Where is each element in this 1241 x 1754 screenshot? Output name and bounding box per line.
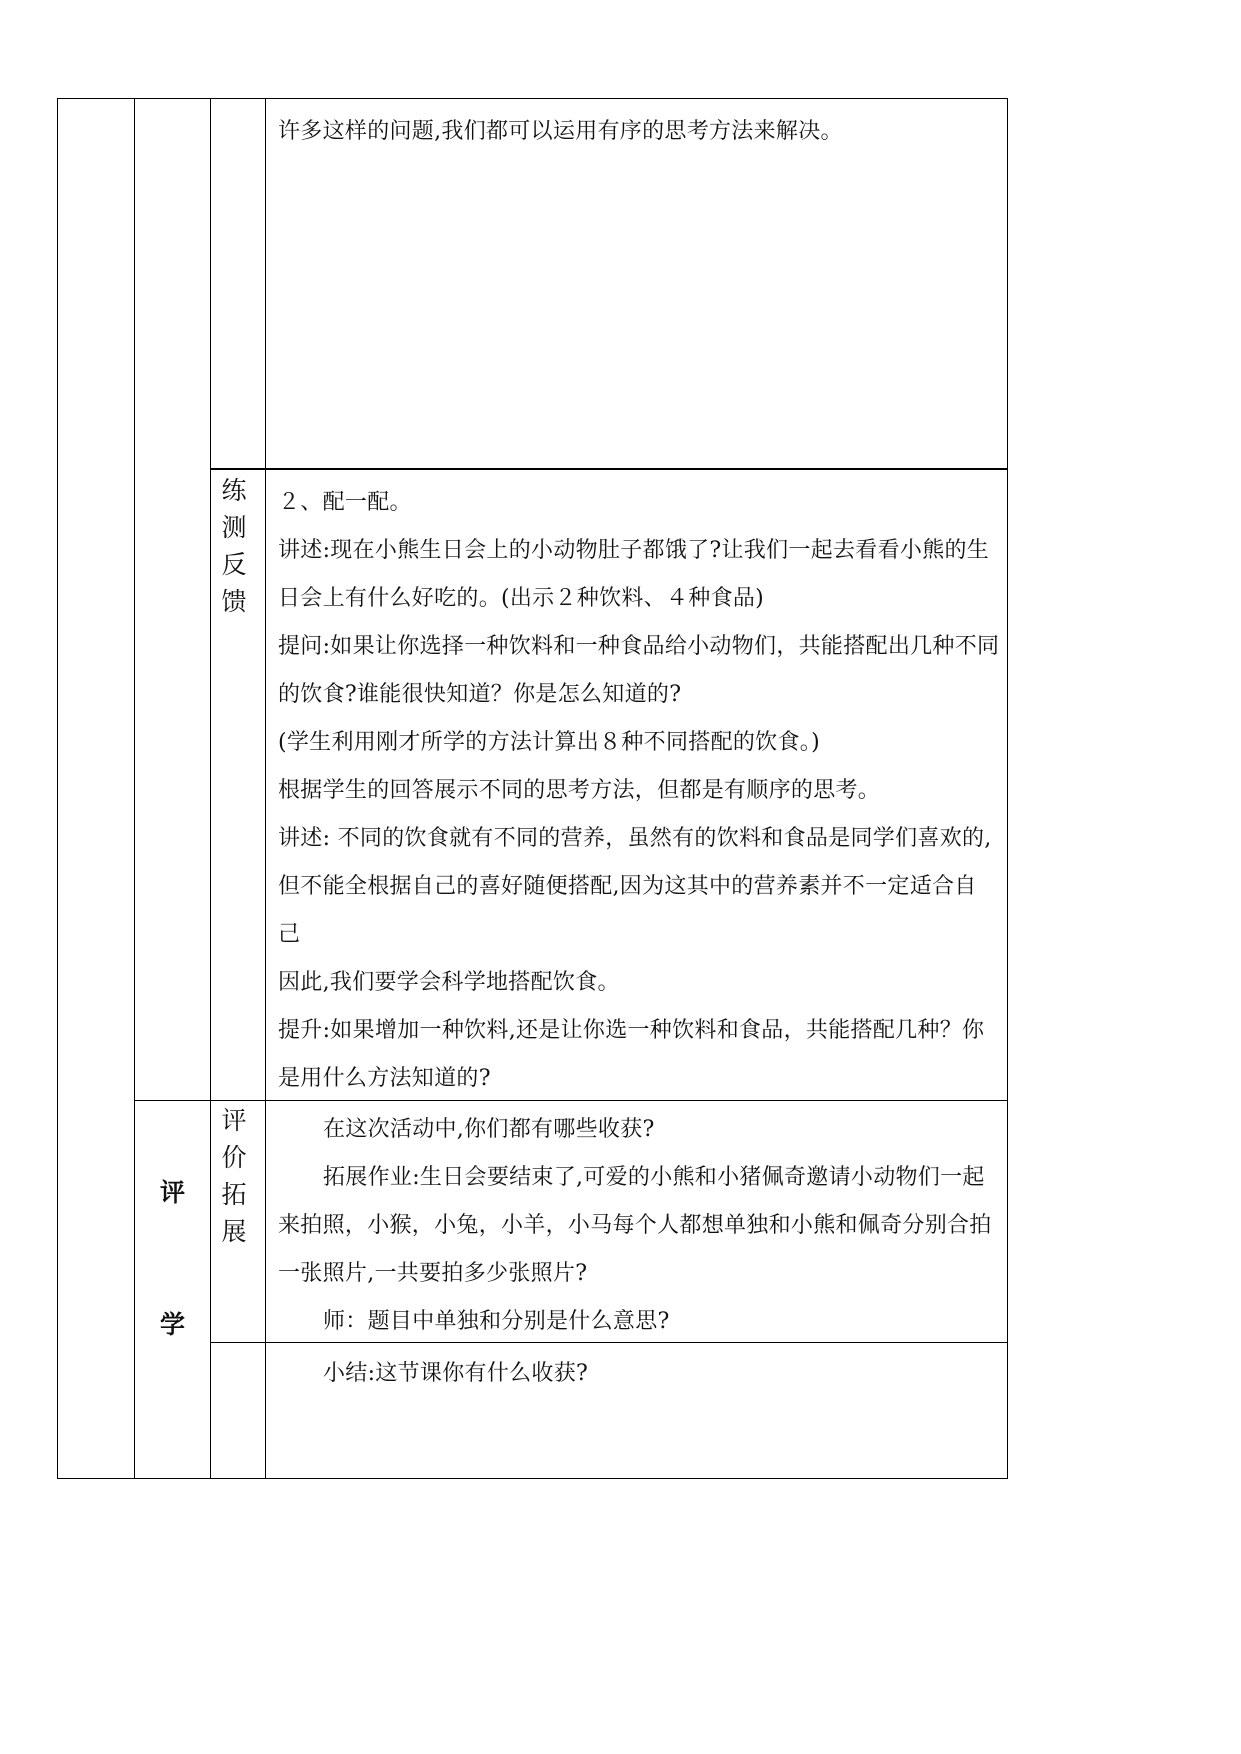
evaluation-section-label [214,1102,254,1250]
row-divider-1 [210,468,1008,470]
table-bottom-border [57,1478,1008,1479]
practice-label-char: 练 [221,476,247,505]
top-line-1: 许多这样的问题,我们都可以运用有序的思考方法来解决。 [278,119,843,144]
outer-label-ping: 评 [160,1178,186,1207]
practice-label-char: 反 [221,550,247,579]
evaluation-label-char: 展 [221,1217,247,1246]
practice-line: 日会上有什么好吃的。(出示２种饮料、４种食品) [278,586,765,611]
table-col-divider-3 [265,98,266,1479]
evaluation-label-char: 评 [221,1106,247,1135]
evaluation-line: 拓展作业:生日会要结束了,可爱的小熊和小猪佩奇邀请小动物们一起 [323,1165,985,1190]
summary-line: 小结:这节课你有什么收获? [323,1361,589,1386]
evaluation-label-char: 价 [221,1143,247,1172]
practice-line: 讲述:现在小熊生日会上的小动物肚子都饿了?让我们一起去看看小熊的生 [278,538,990,563]
row-divider-2 [134,1100,1008,1101]
table-right-border [1007,98,1008,1479]
table-col-divider-1 [134,98,135,1479]
practice-line: 但不能全根据自己的喜好随便搭配,因为这其中的营养素并不一定适合自 [278,874,977,899]
practice-label-char: 馈 [221,587,247,616]
evaluation-label-char: 拓 [221,1180,247,1209]
outer-label-xue: 学 [160,1310,186,1339]
evaluation-line: 师：题目中单独和分别是什么意思? [323,1309,670,1334]
table-left-border [57,98,58,1479]
table-col-divider-2 [210,98,211,1479]
practice-line: 根据学生的回答展示不同的思考方法，但都是有顺序的思考。 [278,778,881,803]
table-top-border [57,98,1008,99]
practice-section-label [214,472,254,620]
evaluation-line: 一张照片,一共要拍多少张照片? [278,1261,588,1286]
practice-line: 是用什么方法知道的? [278,1066,491,1091]
practice-line: 因此,我们要学会科学地搭配饮食。 [278,970,620,995]
practice-line: 讲述: 不同的饮食就有不同的营养，虽然有的饮料和食品是同学们喜欢的, [278,826,992,851]
practice-line: ２、配一配。 [278,490,412,515]
practice-line: 的饮食?谁能很快知道？你是怎么知道的? [278,682,682,707]
practice-line: 己 [278,922,301,947]
evaluation-line: 在这次活动中,你们都有哪些收获? [323,1117,655,1142]
practice-line: 提问:如果让你选择一种饮料和一种食品给小动物们，共能搭配出几种不同 [278,634,1000,659]
evaluation-line: 来拍照，小猴，小兔，小羊，小马每个人都想单独和小熊和佩奇分别合拍 [278,1213,992,1238]
practice-label-char: 测 [221,513,247,542]
practice-line: (学生利用刚才所学的方法计算出８种不同搭配的饮食。) [278,730,820,755]
practice-line: 提升:如果增加一种饮料,还是让你选一种饮料和食品，共能搭配几种？你 [278,1018,985,1043]
